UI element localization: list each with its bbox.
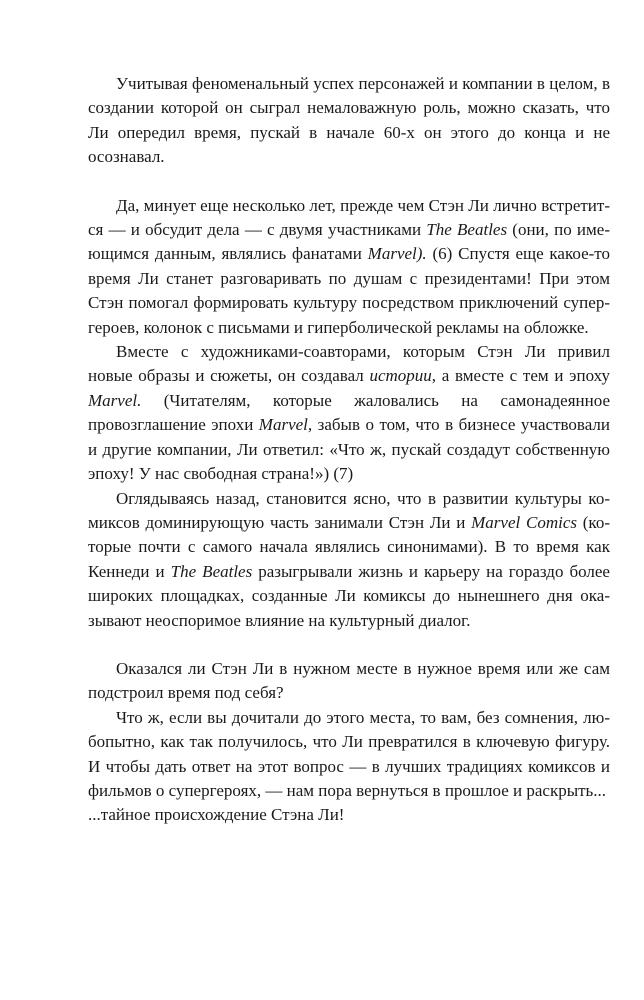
text-run: Оказался ли Стэн Ли в нужном месте в нужное время или же сам подстроил время под себя?: [88, 658, 610, 703]
italic-text-run: Marvel).: [367, 244, 427, 264]
text-run: (Читателям, которые жаловались на самонадеянное провозглашение эпохи: [88, 390, 610, 435]
italic-text-run: Marvel Comics: [471, 512, 577, 532]
section-gap: [88, 170, 610, 194]
paragraph-4: [88, 487, 610, 633]
paragraph-7: [88, 803, 610, 827]
text-run: Вместе с художниками-соавторами, которым Стэн Ли привил новые образы и сюжеты, он создавал: [88, 342, 610, 386]
paragraph-3: [88, 340, 610, 486]
italic-text-run: Marvel.: [88, 390, 142, 410]
paragraph-2: [88, 194, 610, 340]
text-run: забыв о том, что в бизнесе участвовали и другие компании, Ли ответил: «Что ж, пускай создадут собственную эпоху! У нас свободная страна!») (7): [88, 415, 610, 484]
text-run: Что ж, если вы дочитали до этого места, то вам, без сомнения, любопытно, как так получилось, что Ли превратился в ключевую фигуру. И чтобы дать ответ на этот вопрос — в лучших традициях комиксов и фильмов о супергероях, — нам пора вернуться в прошлое и раскрыть...: [88, 707, 610, 800]
italic-text-run: истории: [369, 366, 432, 386]
text-run: , а вместе с тем и эпоху: [431, 366, 610, 386]
text-run: (они, по имеющимся данным, являлись фанатами: [88, 220, 610, 264]
italic-text-run: Marvel,: [258, 415, 313, 435]
page-text: [88, 72, 610, 828]
paragraph-1: [88, 72, 610, 170]
text-run: Учитывая феноменальный успех персонажей и компании в целом, в создании которой он сыграл немаловажную роль, можно сказать, что Ли опередил время, пускай в начале 60-х он этого до конца и не осознавал.: [88, 74, 610, 167]
italic-text-run: The Beatles: [170, 561, 253, 581]
text-run: Оглядываясь назад, становится ясно, что в развитии культуры комиксов доминирующую часть занимали Стэн Ли и: [88, 488, 610, 532]
section-gap: [88, 633, 610, 657]
text-run: (которые почти с самого начала являлись синонимами). В то время как Кеннеди и: [88, 512, 611, 581]
paragraph-6: [88, 706, 610, 804]
text-run: разыгрывали жизнь и карьеру на гораздо более широких площадках, созданные Ли комиксы до нынешнего дня оказывают неоспоримое влияние на культурный диалог.: [88, 561, 610, 630]
text-run: Да, минует еще несколько лет, прежде чем Стэн Ли лично встретится — и обсудит дела — с двумя участниками: [88, 195, 610, 240]
paragraph-5: [88, 657, 610, 706]
text-run: (6) Спустя еще какое-то время Ли станет разговаривать по душам с президентами! При этом Стэн помогал формировать культуру посредством приключений супергероев, колонок с письмами и гиперболической рекламы на обложке.: [88, 244, 610, 337]
italic-text-run: The Beatles: [426, 220, 508, 240]
text-run: ...тайное происхождение Стэна Ли!: [88, 805, 345, 825]
